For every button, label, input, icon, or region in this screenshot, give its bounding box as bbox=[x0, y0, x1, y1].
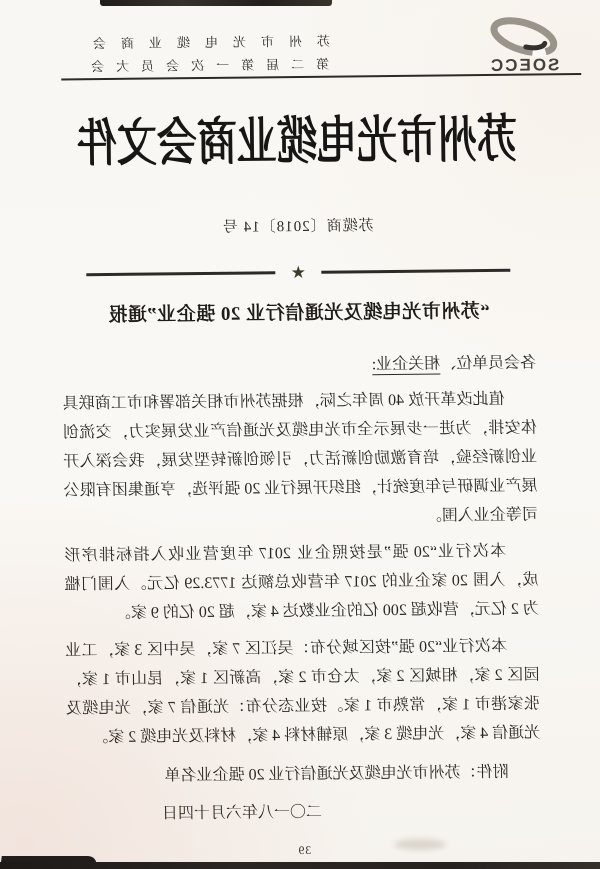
salutation-emphasis: 相关企业: bbox=[371, 355, 441, 374]
org-name-line1: 苏州市光电缆业商会 bbox=[77, 33, 330, 52]
star-divider bbox=[86, 262, 510, 283]
body-paragraph: 值此改革开放 40 周年之际，根据苏州市相关部署和市工商联具体安排，为进一步展示全市光电缆及光通信产业发展实力，交流创业创新经验，培育激励创新活力，引领创新转型发展，我会深入开展产业调研与年度统计，组织开展行业 20 强评选，亨通集团有限公司等企业入围。 bbox=[62, 390, 538, 525]
logo-wordmark: SOECC bbox=[488, 55, 560, 76]
star-icon: ★ bbox=[290, 262, 307, 283]
body-paragraph: 本次行业“20 强”是按照企业 2017 年度营业收入指标排序形成，入围 20 家企业的 2017 年营收总额达 1773.29 亿元。入围门槛为 2 亿元，营收超 200 亿的企业数达 4 家，超 20 亿的 9 家。 bbox=[64, 542, 539, 622]
swoosh-logo-icon bbox=[478, 15, 570, 60]
salutation-line bbox=[62, 349, 536, 383]
document-subject: “苏州市光电缆及光通信行业 20 强企业”通报 bbox=[107, 301, 490, 327]
body-paragraph: 本次行业“20 强”按区域分布：吴江区 7 家，吴中区 3 家，工业园区 2 家，相城区 2 家，太仓市 2 家，高新区 1 家，昆山市 1 家，张家港市 1 家，常熟市 1 家。按业态分布：光通信 7 家，光电缆及光通信 4 家，光电缆 3 家，原辅材料 4 家，材料及光电缆 2 家。 bbox=[65, 637, 541, 747]
date-line: 二〇一八年六月十四日 bbox=[161, 803, 323, 823]
page-number: 39 bbox=[297, 844, 312, 858]
salutation-prefix: 各会员单位、 bbox=[440, 354, 537, 373]
attachment-line: 附件：苏州市光电缆及光通信行业 20 强企业名单 bbox=[164, 763, 509, 785]
document-text bbox=[62, 349, 541, 830]
scan-smudge bbox=[394, 839, 446, 850]
org-name-block bbox=[78, 30, 330, 79]
document-title: 苏州市光电缆业商会文件 bbox=[76, 111, 518, 173]
divider-line-left bbox=[321, 269, 510, 273]
divider-line-right bbox=[86, 271, 275, 275]
soecc-logo bbox=[466, 15, 583, 76]
document-number: 苏缆商〔2018〕14 号 bbox=[221, 218, 374, 236]
document-header bbox=[0, 0, 596, 77]
org-name-line2: 第二届第一次会员大会 bbox=[79, 56, 330, 75]
scan-edge-top bbox=[100, 0, 332, 6]
scan-edge-bottom bbox=[0, 862, 600, 869]
